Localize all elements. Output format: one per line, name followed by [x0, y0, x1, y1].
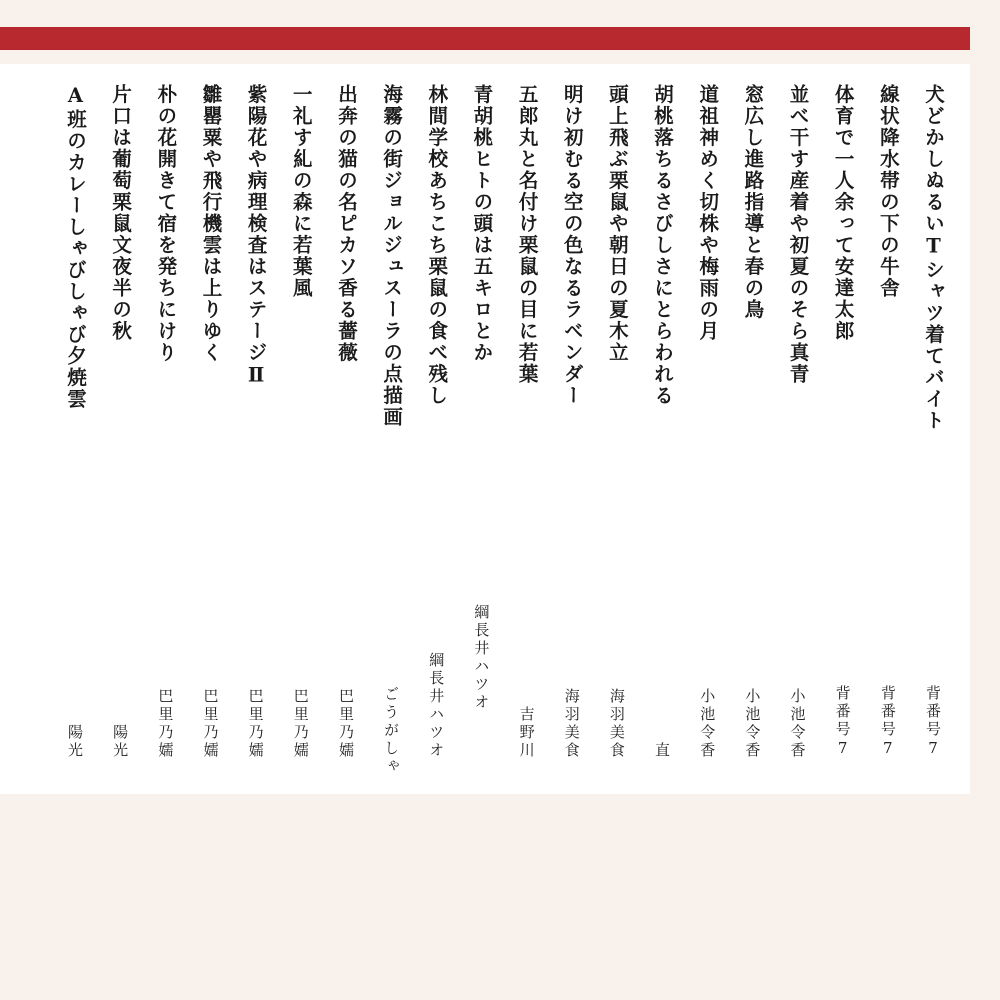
haiku-text: A班のカレーしゃびしゃび夕焼雲 [64, 84, 87, 410]
haiku-text: 出奔の猫の名ピカソ香る薔薇 [334, 84, 358, 364]
haiku-list [60, 84, 948, 776]
haiku-author: 陽光 [111, 724, 130, 760]
haiku-text: 体育で一人余って安達太郎 [831, 84, 855, 342]
haiku-text: 林間学校あちこち栗鼠の食べ残し [425, 84, 449, 407]
haiku-text: 道祖神めく切株や梅雨の月 [696, 84, 720, 342]
haiku-column [737, 84, 767, 760]
haiku-author: 直 [653, 742, 672, 760]
haiku-author: ごうがしゃ [382, 686, 401, 776]
haiku-author: 陽光 [66, 724, 84, 760]
haiku-text: 胡桃落ちるさびしさにとらわれる [651, 84, 675, 407]
haiku-text: 五郎丸と名付け栗鼠の目に若葉 [515, 84, 539, 385]
haiku-text: 窓広し進路指導と春の鳥 [741, 84, 765, 321]
haiku-author: 綱長井ハツオ [472, 604, 491, 712]
haiku-text: 線状降水帯の下の牛舎 [876, 84, 900, 299]
haiku-author: 綱長井ハツオ [427, 652, 446, 760]
haiku-author: 背番号7 [833, 685, 852, 760]
haiku-column [150, 84, 180, 760]
haiku-author: 小池令香 [788, 688, 807, 760]
haiku-column [286, 84, 316, 760]
haiku-column [828, 84, 858, 760]
haiku-text: 雛罌粟や飛行機雲は上りゆく [199, 84, 223, 364]
haiku-author: 背番号7 [923, 685, 942, 760]
haiku-text: 朴の花開きて宿を発ちにけり [154, 84, 178, 364]
haiku-column [557, 84, 587, 760]
haiku-column [692, 84, 722, 760]
haiku-author: 海羽美食 [607, 688, 626, 760]
haiku-text: 犬どかしぬるいTシャツ着てバイト [921, 84, 945, 432]
haiku-column [241, 84, 271, 760]
haiku-text: 海霧の街ジョルジュスーラの点描画 [380, 84, 404, 428]
haiku-column [783, 84, 813, 760]
haiku-author: 小池令香 [743, 688, 762, 760]
haiku-column [512, 84, 542, 760]
haiku-author: 巴里乃嬬 [156, 688, 175, 760]
haiku-column [421, 84, 451, 760]
haiku-text: 並べ干す産着や初夏のそら真青 [786, 84, 810, 385]
haiku-text: 明け初むる空の色なるラベンダー [560, 84, 584, 407]
haiku-column [918, 84, 948, 760]
haiku-author: 海羽美食 [562, 688, 581, 760]
haiku-column [376, 84, 406, 776]
haiku-text: 片口は葡萄栗鼠文夜半の秋 [109, 84, 133, 342]
haiku-author: 背番号7 [878, 685, 897, 760]
haiku-column [195, 84, 225, 760]
haiku-author: 巴里乃嬬 [336, 688, 355, 760]
haiku-column [60, 84, 90, 760]
haiku-column [647, 84, 677, 760]
haiku-author: 巴里乃嬬 [201, 688, 220, 760]
haiku-column [466, 84, 496, 760]
haiku-column [873, 84, 903, 760]
haiku-author: 巴里乃嬬 [246, 688, 265, 760]
haiku-author: 吉野川 [517, 706, 536, 760]
haiku-author: 小池令香 [698, 688, 717, 760]
haiku-column [105, 84, 135, 760]
haiku-text: 一礼す糺の森に若葉風 [289, 84, 313, 299]
header-accent-bar [0, 27, 970, 50]
haiku-column [602, 84, 632, 760]
haiku-column [331, 84, 361, 760]
haiku-text: 紫陽花や病理検査はステージⅡ [244, 84, 268, 389]
haiku-text: 青胡桃ヒトの頭は五キロとか [470, 84, 494, 364]
haiku-text: 頭上飛ぶ栗鼠や朝日の夏木立 [605, 84, 629, 364]
haiku-author: 巴里乃嬬 [291, 688, 310, 760]
